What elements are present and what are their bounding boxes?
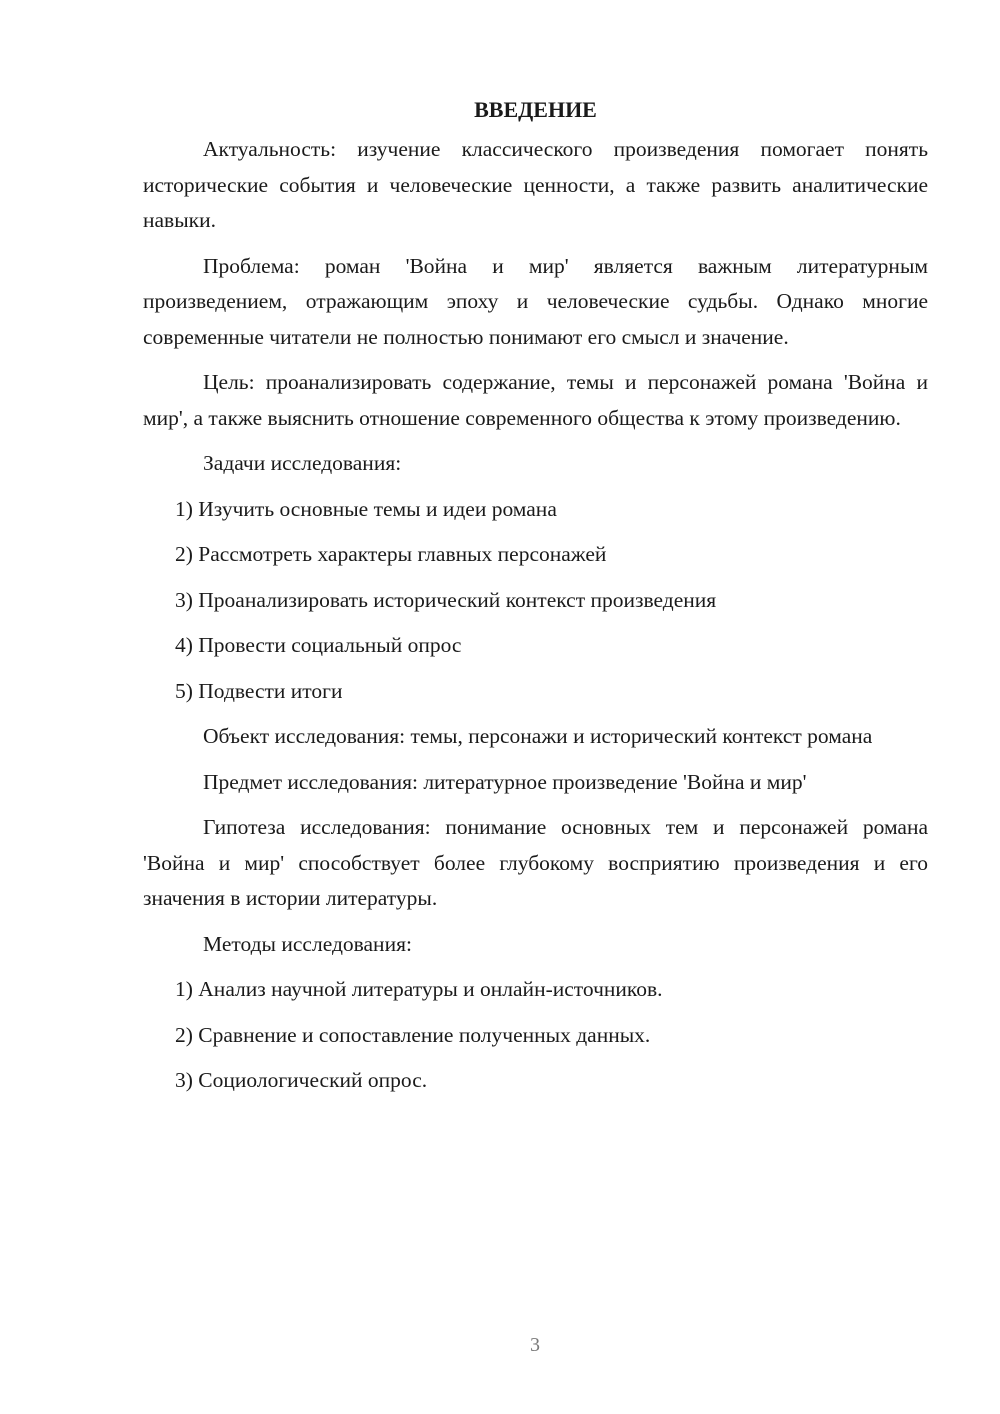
task-item: 4) Провести социальный опрос [175, 633, 462, 657]
problem-paragraph: Проблема: роман 'Война и мир' является важным литературным произведением, отражающим эпоху и человеческие судьбы. Однако многие современные читатели не полностью понимают его смысл и значение. [143, 253, 928, 349]
goal-paragraph: Цель: проанализировать содержание, темы и персонажей романа 'Война и мир', а также выяснить отношение современного общества к этому произведению. [143, 370, 928, 430]
task-item: 2) Рассмотреть характеры главных персонажей [175, 542, 607, 566]
methods-list [143, 972, 928, 1099]
tasks-list [143, 492, 928, 710]
subject-paragraph: Предмет исследования: литературное произведение 'Война и мир' [203, 769, 807, 794]
method-item: 1) Анализ научной литературы и онлайн-источников. [175, 977, 663, 1001]
task-item: 5) Подвести итоги [175, 678, 343, 703]
section-heading: ВВЕДЕНИЕ [474, 97, 597, 122]
task-item: 1) Изучить основные темы и идеи романа [175, 496, 557, 521]
task-item: 3) Проанализировать исторический контекст произведения [175, 587, 717, 612]
tasks-title: Задачи исследования: [203, 451, 402, 475]
method-item: 2) Сравнение и сопоставление полученных данных. [175, 1022, 651, 1047]
hypothesis-paragraph: Гипотеза исследования: понимание основных тем и персонажей романа 'Война и мир' способствует более глубокому восприятию произведения и его значения в истории литературы. [143, 815, 928, 910]
document-page [143, 92, 928, 1109]
object-paragraph: Объект исследования: темы, персонажи и исторический контекст романа [203, 724, 873, 748]
methods-title: Методы исследования: [203, 931, 412, 956]
page-number: 3 [530, 1334, 540, 1356]
relevance-paragraph: Актуальность: изучение классического произведения помогает понять исторические события и человеческие ценности, а также развить аналитические навыки. [143, 137, 928, 232]
method-item: 3) Социологический опрос. [175, 1068, 428, 1092]
